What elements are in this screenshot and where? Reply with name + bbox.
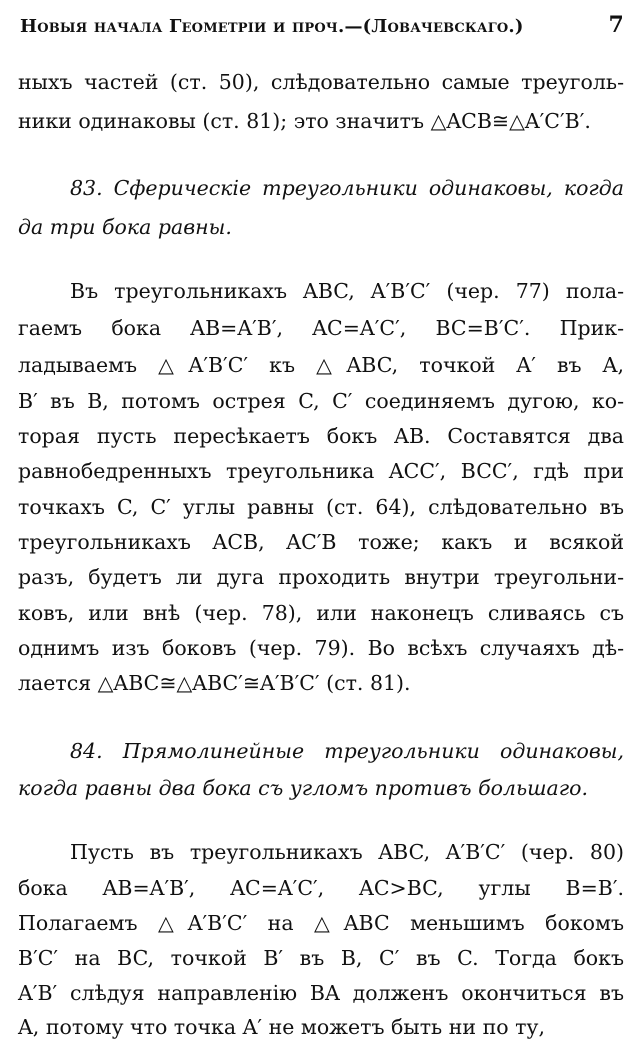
text-line: точкахъ C, C′ углы равны (ст. 64), слѣдовательно въ: [18, 495, 624, 519]
running-header: [20, 8, 624, 42]
text-line: A, потому что точка A′ не можетъ быть ни по ту,: [18, 1015, 546, 1039]
text-line: ладываемъ △A′B′C′ къ △ABC, точкой A′ въ A,: [18, 353, 624, 377]
text-line: B′C′ на BC, точкой B′ въ B, C′ въ C. Тогда бокъ: [18, 946, 624, 970]
text-line: гаемъ бока AB=A′B′, AC=A′C′, BC=B′C′. Прик-: [18, 316, 624, 340]
section-heading-83: 83. Сферическіе треугольники одинаковы, когда: [70, 176, 624, 200]
text-line: разъ, будетъ ли дуга проходить внутри треугольни-: [18, 565, 624, 589]
text-line: B′ въ B, потомъ острея C, C′ соединяемъ дугою, ко-: [18, 389, 624, 413]
page-number: 7: [608, 12, 624, 38]
text-line: ныхъ частей (ст. 50), слѣдовательно самые треуголь-: [18, 70, 624, 94]
section-heading-84-cont: когда равны два бока съ угломъ противъ большаго.: [18, 776, 588, 800]
text-line: лается △ABC≅△ABC′≅A′B′C′ (ст. 81).: [18, 671, 411, 695]
text-line: треугольникахъ ACB, AC′B тоже; какъ и всякой: [18, 530, 624, 554]
running-title: Новыя начала Геометріи и проч.—(Ловачевскаго.): [20, 16, 524, 37]
text-line: однимъ изъ боковъ (чер. 79). Во всѣхъ случаяхъ дѣ-: [18, 636, 624, 660]
text-line: ники одинаковы (ст. 81); это значитъ △ACB≅△A′C′B′.: [18, 109, 591, 133]
section-heading-84: 84. Прямолинейные треугольники одинаковы,: [70, 739, 624, 763]
text-line: A′B′ слѣдуя направленію BA долженъ окончиться въ: [18, 981, 624, 1005]
text-line: ковъ, или внѣ (чер. 78), или наконецъ сливаясь съ: [18, 601, 624, 625]
text-line: равнобедренныхъ треугольника ACC′, BCC′, гдѣ при: [18, 459, 624, 483]
text-line: Въ треугольникахъ ABC, A′B′C′ (чер. 77) пола-: [70, 279, 624, 303]
text-line: бока AB=A′B′, AC=A′C′, AC>BC, углы B=B′.: [18, 876, 624, 900]
text-line: Пусть въ треугольникахъ ABC, A′B′C′ (чер. 80): [70, 840, 624, 864]
text-line: Полагаемъ △A′B′C′ на △ABC меньшимъ бокомъ: [18, 911, 624, 935]
section-heading-83-cont: да три бока равны.: [18, 215, 232, 239]
text-line: торая пусть пересѣкаетъ бокъ AB. Составятся два: [18, 424, 624, 448]
